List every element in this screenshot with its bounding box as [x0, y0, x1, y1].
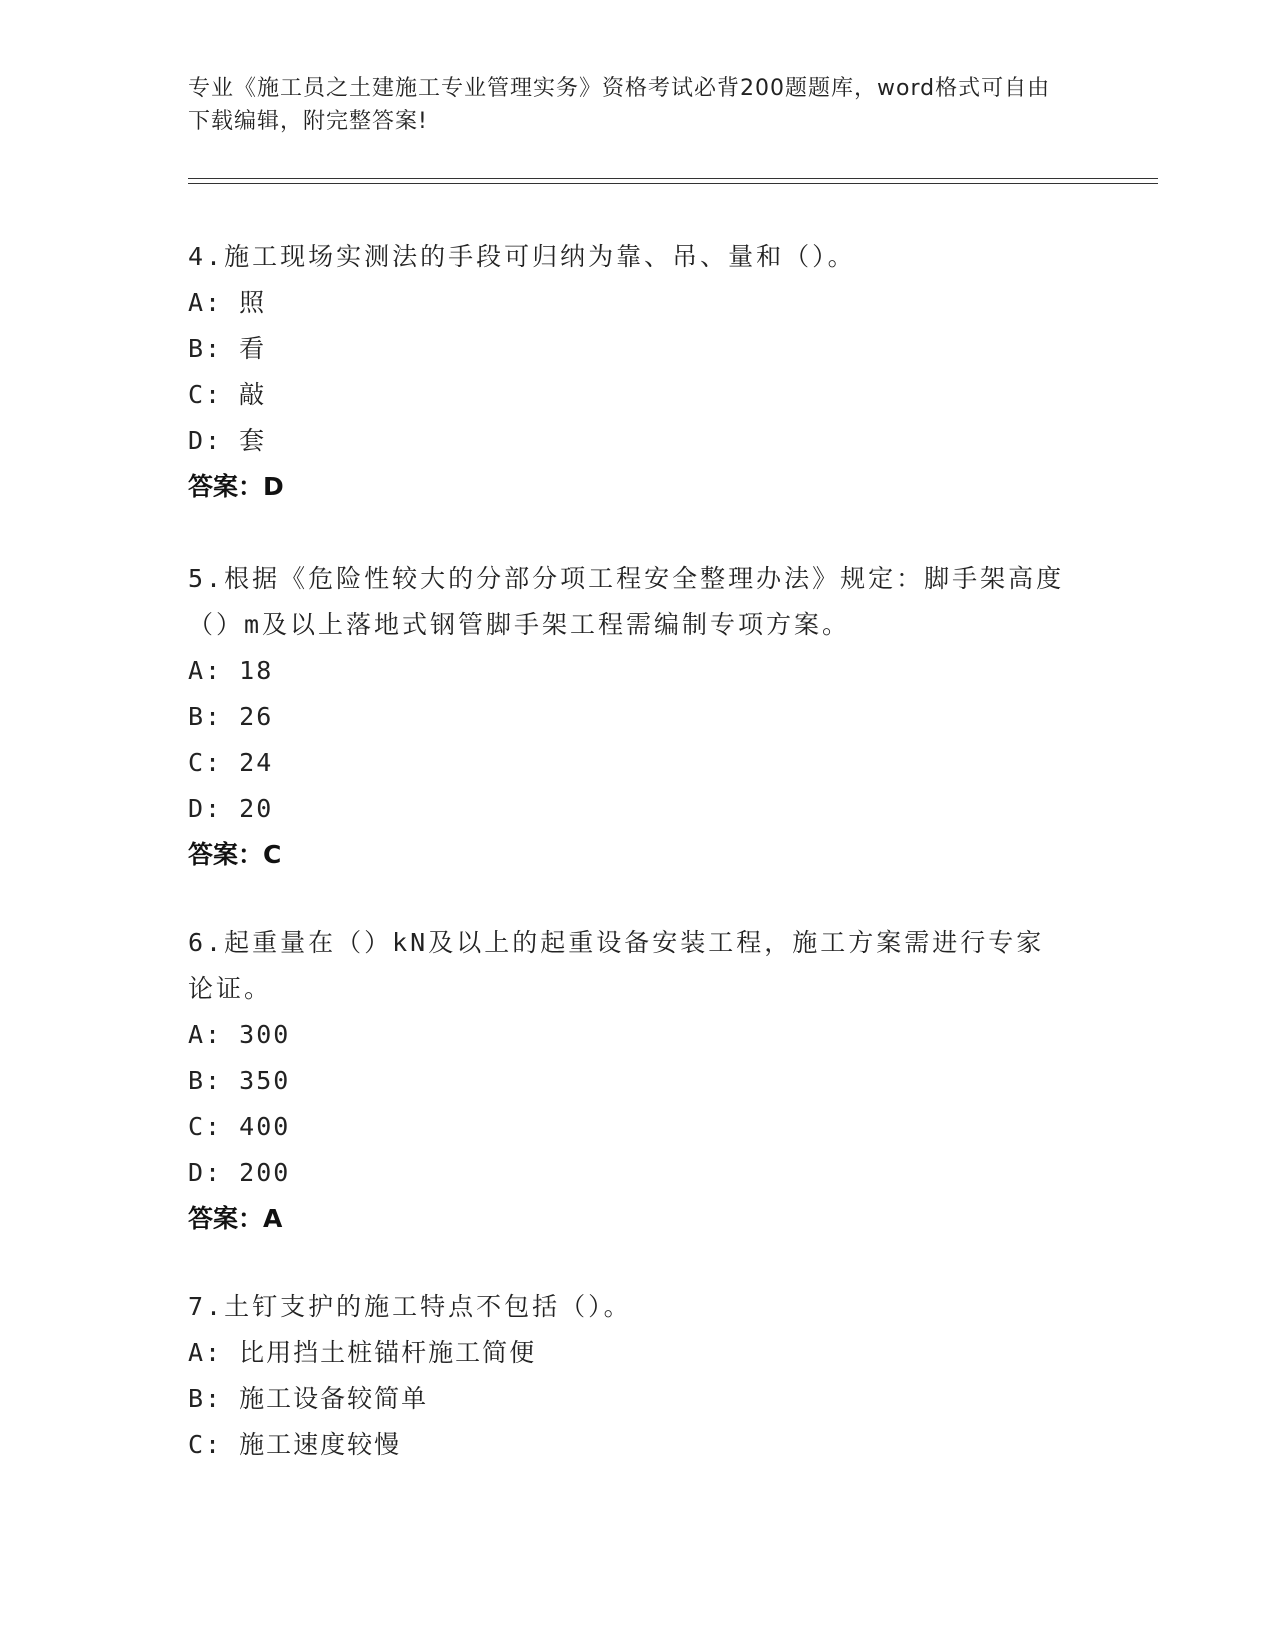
option-text: 300 — [239, 1020, 291, 1049]
header-divider-top — [188, 178, 1158, 179]
question-stem: 7.土钉支护的施工特点不包括（）。 — [188, 1292, 632, 1321]
option-label: A: — [188, 1338, 223, 1367]
answer-text: 答案：D — [188, 472, 284, 501]
option-label: B: — [188, 1066, 223, 1095]
question-stem: 6.起重量在（）kN及以上的起重设备安装工程，施工方案需进行专家论证。 — [188, 928, 1045, 1003]
option-text: 20 — [239, 794, 274, 823]
option-label: B: — [188, 1384, 223, 1413]
option-text: 400 — [239, 1112, 291, 1141]
option-text: 26 — [239, 702, 274, 731]
option-label: A: — [188, 656, 223, 685]
option-c — [188, 372, 1068, 418]
question-6 — [188, 920, 1068, 1242]
option-text: 看 — [239, 334, 267, 363]
option-c — [188, 740, 1068, 786]
option-label: D: — [188, 1158, 223, 1187]
question-stem: 5.根据《危险性较大的分部分项工程安全整理办法》规定：脚手架高度（）m及以上落地式钢管脚手架工程需编制专项方案。 — [188, 564, 1065, 639]
option-a — [188, 1330, 1068, 1376]
option-text: 施工设备较简单 — [239, 1384, 429, 1413]
option-text: 套 — [239, 426, 267, 455]
option-label: C: — [188, 1430, 223, 1459]
option-b — [188, 326, 1068, 372]
question-4 — [188, 234, 1068, 510]
option-text: 施工速度较慢 — [239, 1430, 402, 1459]
option-label: C: — [188, 748, 223, 777]
option-label: B: — [188, 702, 223, 731]
option-d — [188, 418, 1068, 464]
option-b — [188, 1376, 1068, 1422]
option-label: A: — [188, 288, 223, 317]
answer-text: 答案：C — [188, 840, 282, 869]
option-text: 200 — [239, 1158, 291, 1187]
option-a — [188, 280, 1068, 326]
answer-text: 答案：A — [188, 1204, 283, 1233]
option-c — [188, 1104, 1068, 1150]
option-a — [188, 648, 1068, 694]
option-text: 350 — [239, 1066, 291, 1095]
option-d — [188, 1150, 1068, 1196]
option-b — [188, 1058, 1068, 1104]
option-label: D: — [188, 426, 223, 455]
option-label: D: — [188, 794, 223, 823]
option-a — [188, 1012, 1068, 1058]
header-divider-bottom — [188, 183, 1158, 184]
option-d — [188, 786, 1068, 832]
option-label: A: — [188, 1020, 223, 1049]
option-text: 敲 — [239, 380, 267, 409]
option-b — [188, 694, 1068, 740]
option-text: 照 — [239, 288, 267, 317]
option-label: C: — [188, 1112, 223, 1141]
option-c — [188, 1422, 1068, 1468]
option-text: 24 — [239, 748, 274, 777]
question-5 — [188, 556, 1068, 878]
option-text: 比用挡土桩锚杆施工简便 — [239, 1338, 537, 1367]
question-stem: 4.施工现场实测法的手段可归纳为靠、吊、量和（）。 — [188, 242, 856, 271]
option-text: 18 — [239, 656, 274, 685]
option-label: C: — [188, 380, 223, 409]
option-label: B: — [188, 334, 223, 363]
document-header: 专业《施工员之土建施工专业管理实务》资格考试必背200题题库，word格式可自由下载编辑，附完整答案! — [188, 76, 1051, 134]
question-7 — [188, 1284, 1068, 1468]
